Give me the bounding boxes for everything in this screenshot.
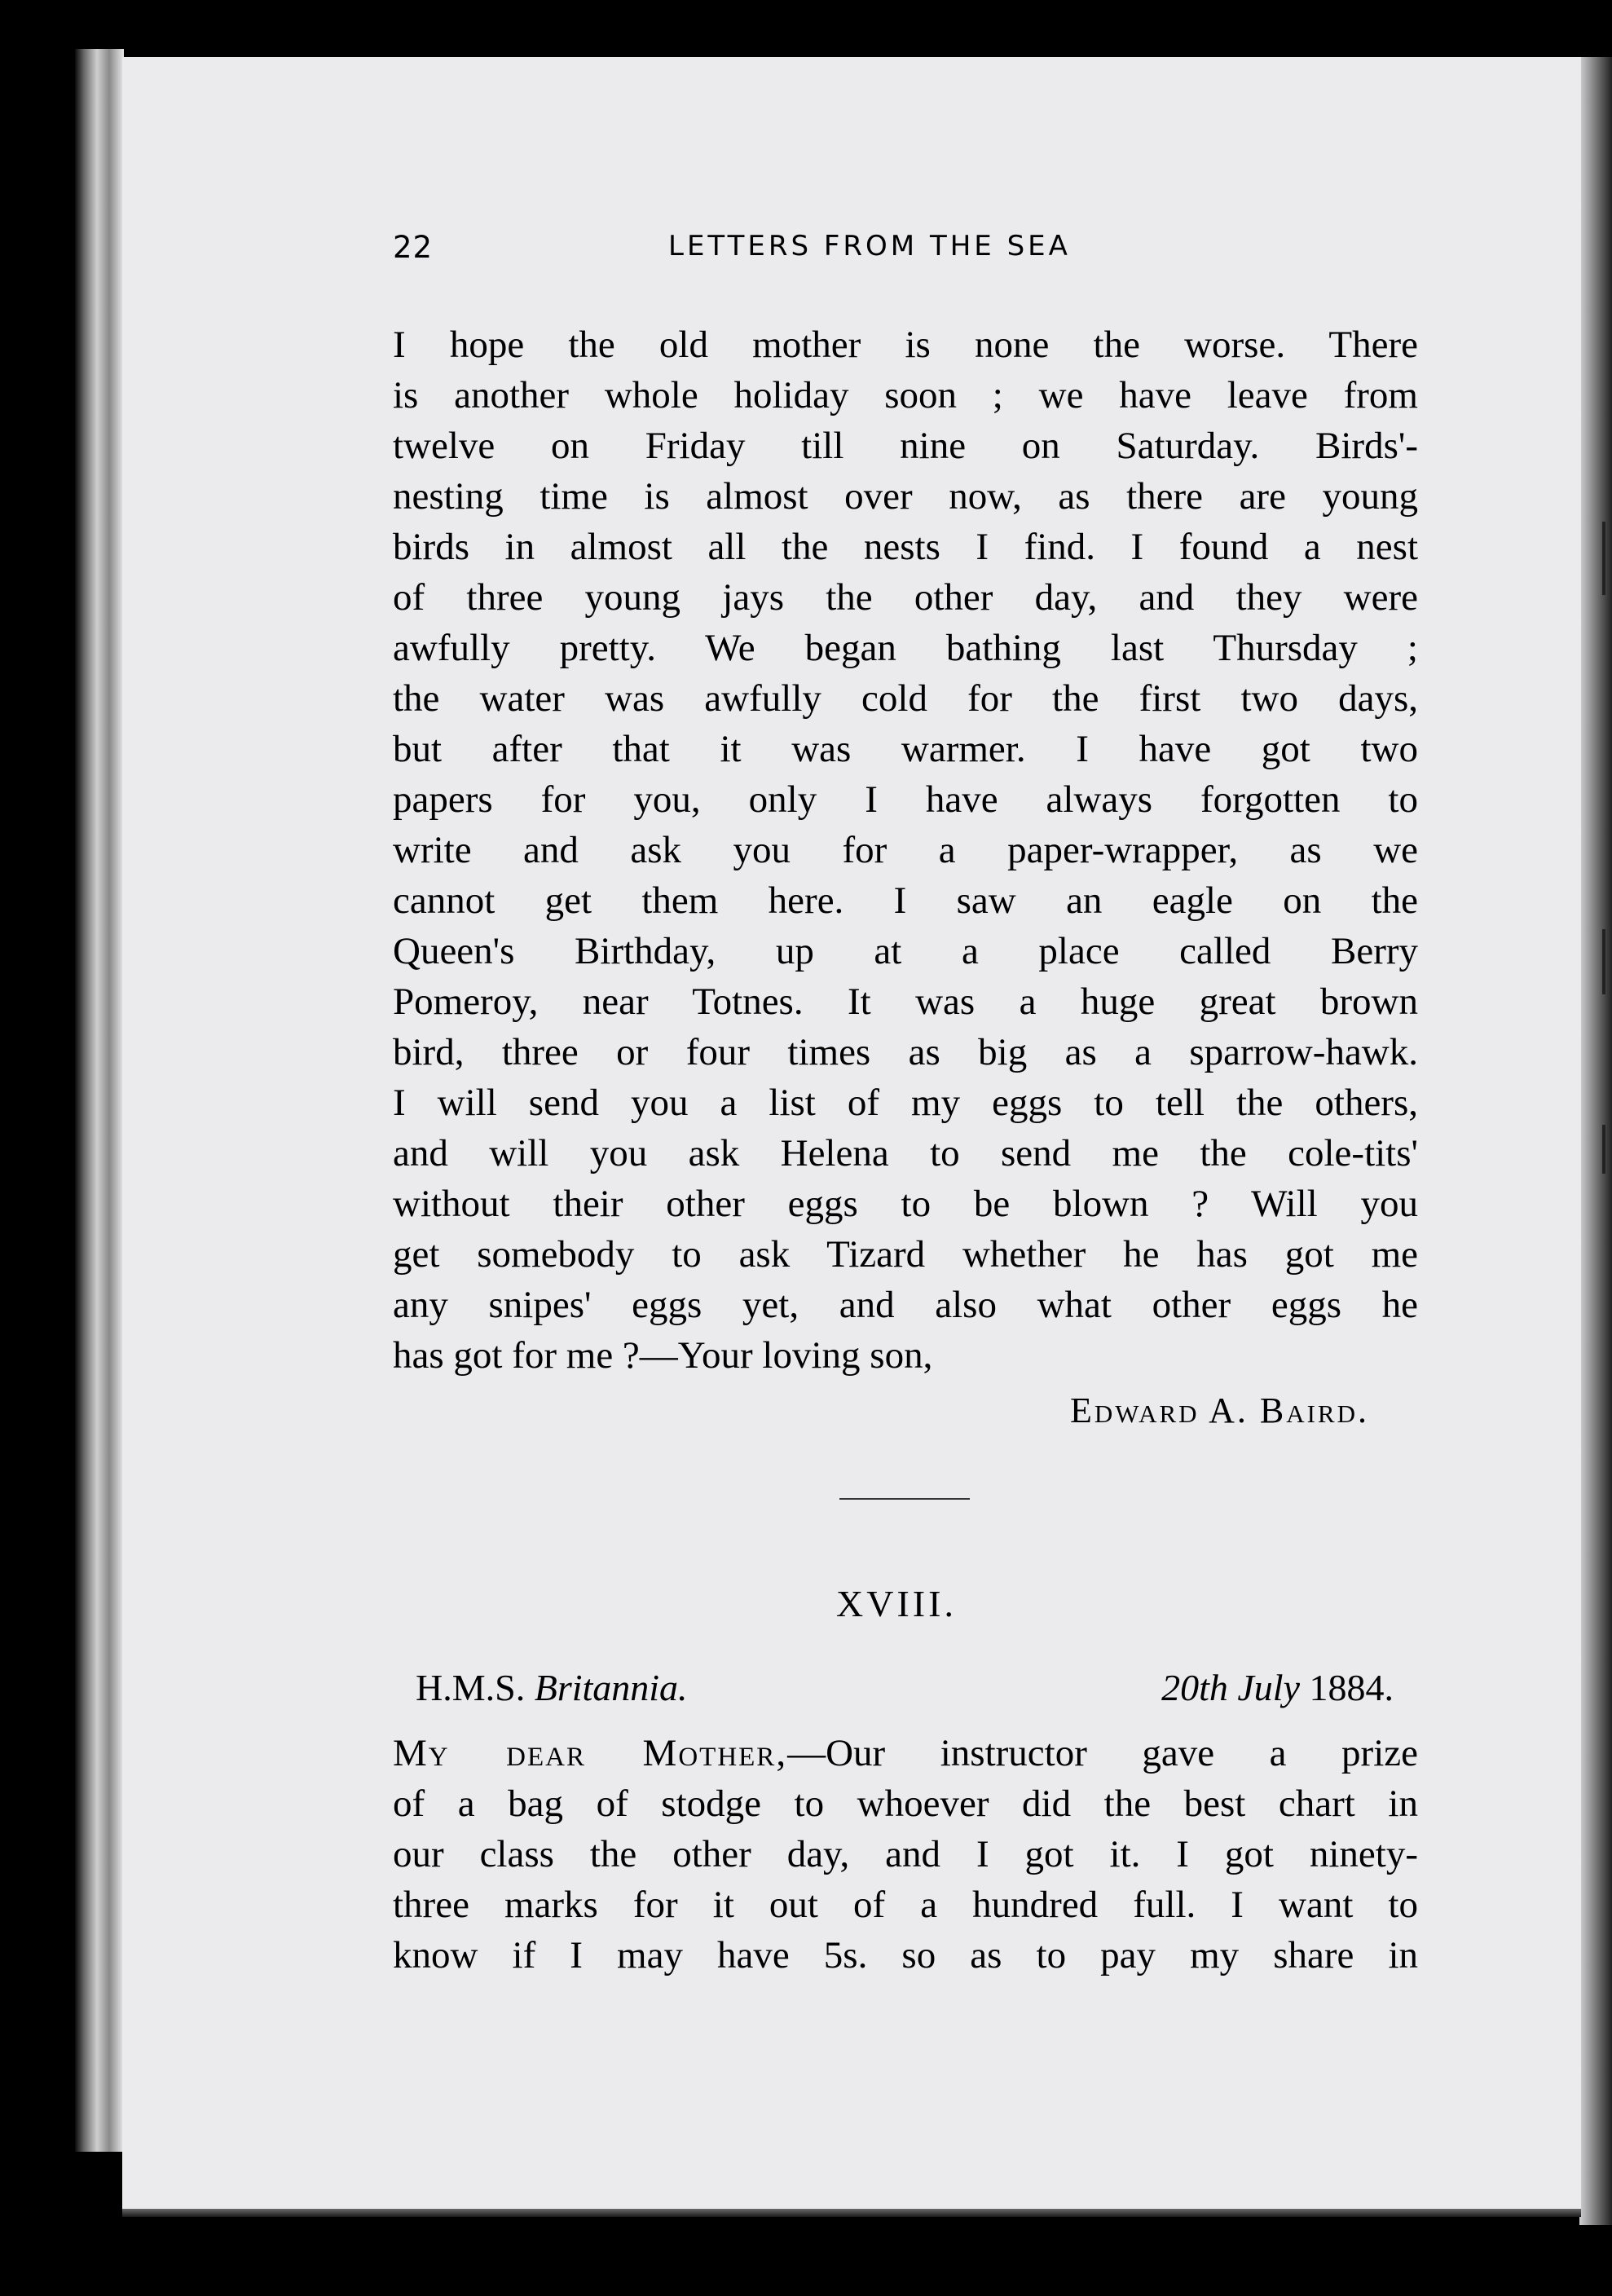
salutation: My dear Mother,	[393, 1732, 788, 1774]
text-line: bird, three or four times as big as a sparrow-hawk.	[393, 1031, 1418, 1073]
text-line: but after that it was warmer. I have got two	[393, 728, 1418, 770]
letter-xvii-body	[393, 320, 1418, 1381]
text-line: Queen's Birthday, up at a place called Berry	[393, 930, 1418, 972]
scan-artifact	[1602, 1125, 1605, 1174]
letter-date	[1068, 1663, 1394, 1713]
running-title: LETTERS FROM THE SEA	[668, 230, 1071, 262]
text-line: nesting time is almost over now, as there are young	[393, 475, 1418, 518]
page-right-edge	[1579, 57, 1612, 2225]
text-line: birds in almost all the nests I find. I found a nest	[393, 526, 1418, 568]
text-line: of three young jays the other day, and they were	[393, 576, 1418, 619]
text-line: any snipes' eggs yet, and also what other eggs he	[393, 1284, 1418, 1326]
text-line: know if I may have 5s. so as to pay my share in	[393, 1934, 1418, 1976]
text-line: and will you ask Helena to send me the cole-tits'	[393, 1132, 1418, 1174]
text-line: write and ask you for a paper-wrapper, as we	[393, 829, 1418, 871]
place-prefix: H.M.S.	[416, 1667, 535, 1708]
text-line: has got for me ?—Your loving son,	[393, 1334, 933, 1377]
letter-place	[416, 1663, 688, 1713]
text-line: I hope the old mother is none the worse. There	[393, 324, 1418, 366]
text-line: is another whole holiday soon ; we have leave from	[393, 374, 1418, 416]
text-line: our class the other day, and I got it. I got ninety-	[393, 1833, 1418, 1875]
signature: Edward A. Baird.	[1069, 1390, 1369, 1430]
text-line: get somebody to ask Tizard whether he has got me	[393, 1233, 1418, 1276]
running-header	[271, 230, 1420, 279]
page-left-edge	[75, 49, 124, 2152]
text-line: twelve on Friday till nine on Saturday. Birds'-	[393, 425, 1418, 467]
date-month: July	[1237, 1667, 1300, 1708]
page-number: 22	[393, 230, 434, 265]
scan-artifact	[1602, 929, 1605, 994]
first-line-rest: —Our instructor gave a prize	[787, 1732, 1418, 1774]
section-divider	[839, 1498, 970, 1500]
text-line: cannot get them here. I saw an eagle on the	[393, 879, 1418, 922]
text-line: the water was awfully cold for the first two days,	[393, 677, 1418, 720]
text-line: without their other eggs to be blown ? Will you	[393, 1183, 1418, 1225]
ship-name: Britannia.	[534, 1667, 688, 1708]
text-line: awfully pretty. We began bathing last Thursday ;	[393, 627, 1418, 669]
text-line: I will send you a list of my eggs to tell the others,	[393, 1082, 1418, 1124]
date-year: 1884.	[1309, 1667, 1394, 1708]
text-line: papers for you, only I have always forgotten to	[393, 778, 1418, 821]
text-line: of a bag of stodge to whoever did the best chart in	[393, 1783, 1418, 1825]
scan-artifact	[1602, 522, 1605, 595]
date-day: 20th	[1161, 1667, 1228, 1708]
text-line	[393, 1728, 1418, 1778]
text-line: Pomeroy, near Totnes. It was a huge great brown	[393, 981, 1418, 1023]
section-heading: XVIII.	[836, 1583, 957, 1624]
letter-xviii-body	[393, 1728, 1418, 1981]
text-line: three marks for it out of a hundred full. I want to	[393, 1884, 1418, 1926]
